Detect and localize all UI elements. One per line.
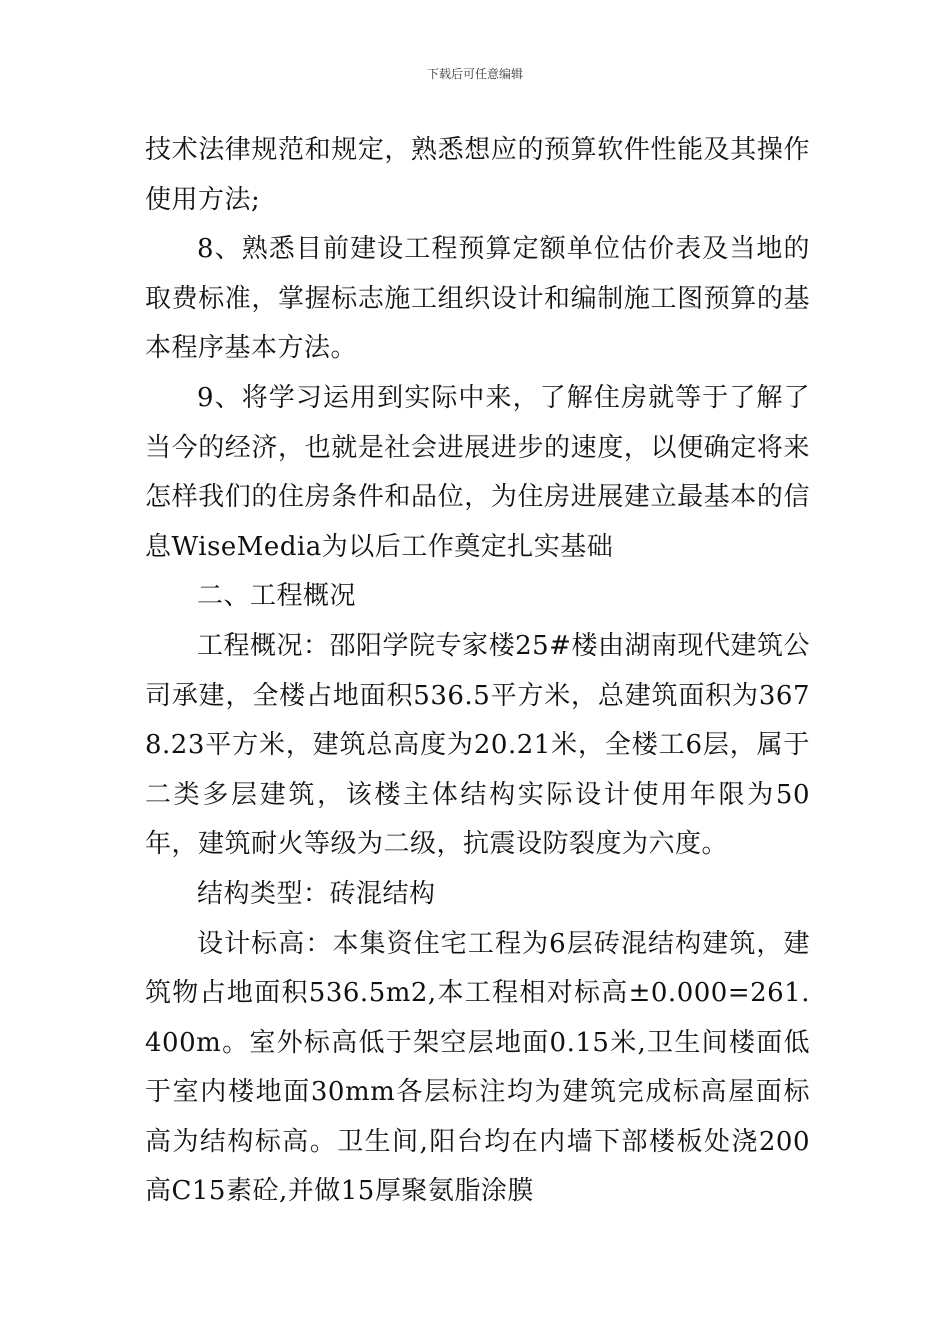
document-body [145, 126, 810, 1217]
paragraph-continued: 技术法律规范和规定，熟悉想应的预算软件性能及其操作使用方法; [145, 135, 810, 215]
section-heading-project-overview: 二、工程概况 [197, 581, 357, 612]
page-header: 下载后可任意编辑 [426, 67, 523, 81]
paragraph-design-elevation: 设计标高：本集资住宅工程为6层砖混结构建筑，建筑物占地面积536.5m2,本工程相对标高±0.000=261.400m。室外标高低于架空层地面0.15米,卫生间楼面低于室内楼地面30mm各层标注均为建筑完成标高屋面标高为结构标高。卫生间,阳台均在内墙下部楼板处浇200高C15素砼,并做15厚聚氨脂涂膜 [145, 928, 810, 1207]
paragraph-project-overview: 工程概况：邵阳学院专家楼25#楼由湖南现代建筑公司承建，全楼占地面积536.5平方米，总建筑面积为3678.23平方米，建筑总高度为20.21米，全楼工6层，属于二类多层建筑，该楼主体结构实际设计使用年限为50年，建筑耐火等级为二级，抗震设防裂度为六度。 [145, 630, 810, 860]
paragraph-structure-type: 结构类型：砖混结构 [197, 878, 436, 909]
paragraph-item-8: 8、熟悉目前建设工程预算定额单位估价表及当地的取费标准，掌握标志施工组织设计和编制施工图预算的基本程序基本方法。 [145, 234, 810, 364]
paragraph-item-9: 9、将学习运用到实际中来，了解住房就等于了解了当今的经济，也就是社会进展进步的速度，以便确定将来怎样我们的住房条件和品位，为住房进展建立最基本的信息WiseMedia为以后工作奠定扎实基础 [145, 382, 810, 562]
